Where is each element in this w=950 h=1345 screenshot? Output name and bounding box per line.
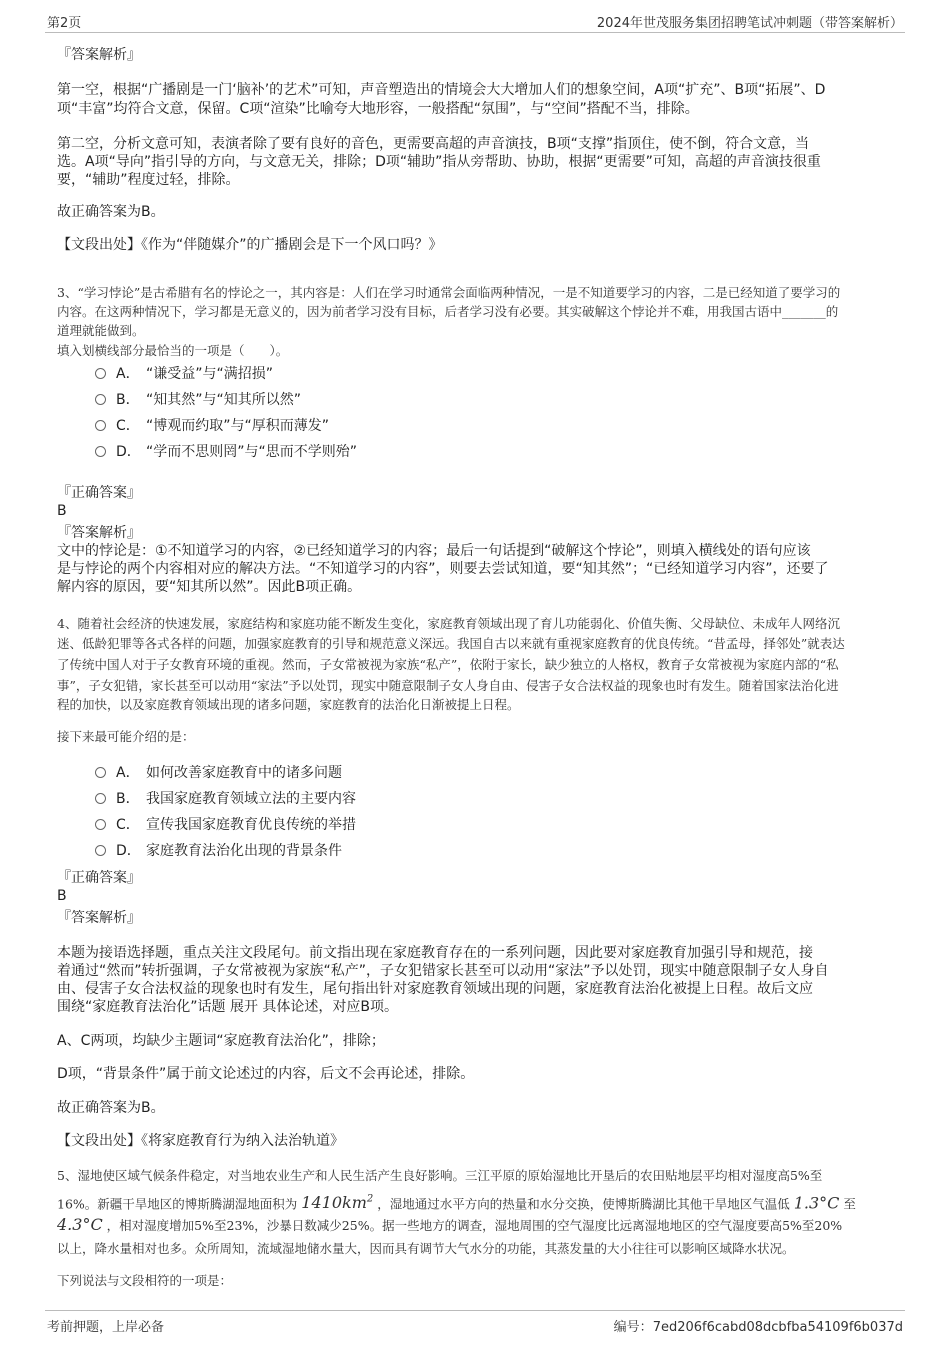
radio-icon[interactable] — [95, 446, 106, 457]
page-number: 第2页 — [47, 16, 82, 31]
option-text: “博观而约取”与“厚积而薄发” — [146, 418, 330, 434]
option-text: “学而不思则罔”与“思而不学则殆” — [146, 444, 358, 460]
option-key: B． — [116, 791, 140, 807]
document-id-label: 编号： — [613, 1320, 653, 1335]
option-text: 宣传我国家庭教育优良传统的举措 — [146, 817, 356, 833]
area-exponent: 2 — [366, 1194, 374, 1205]
option-a[interactable] — [95, 763, 342, 783]
analysis-label: 『答案解析』 — [57, 525, 141, 541]
analysis-text: 解内容的原因，要“知其所以然”。因此B项正确。 — [57, 579, 362, 595]
answer-value: B — [57, 888, 67, 904]
analysis-text: 本题为接语选择题，重点关注文段尾句。前文指出现在家庭教育存在的一系列问题，因此要对家庭教育加强引导和规范，接 — [57, 945, 813, 961]
question-text: 迷、低龄犯罪等各式各样的问题，加强家庭教育的引导和规范意义深远。我国自古以来就有重视家庭教育的优良传统。“昔孟母，择邻处”就表达 — [57, 636, 845, 651]
option-d[interactable] — [95, 442, 357, 462]
area-value: 1410km — [301, 1193, 367, 1213]
analysis-text: 要，“辅助”程度过轻，排除。 — [57, 172, 240, 188]
radio-icon[interactable] — [95, 420, 106, 431]
option-text: 我国家庭教育领域立法的主要内容 — [146, 791, 356, 807]
area-formula — [301, 1193, 373, 1212]
header-divider — [45, 32, 905, 33]
question-text: 事”，子女犯错，家长甚至可以动用“家法”予以处罚，现实中随意限制子女人身自由、侵害子女合法权益的现象也时有发生。随着国家法治化进 — [57, 678, 839, 693]
radio-icon[interactable] — [95, 819, 106, 830]
question-text: 3、“学习悖论”是古希腊有名的悖论之一，其内容是：人们在学习时通常会面临两种情况，一是不知道要学习的内容，二是已经知道了要学习的 — [57, 285, 841, 300]
analysis-text: A、C两项，均缺少主题词“家庭教育法治化”，排除； — [57, 1033, 385, 1049]
question-text: 5、湿地使区域气候条件稳定，对当地农业生产和人民生活产生良好影响。三江平原的原始湿地比开垦后的农田贴地层平均相对湿度高5%至 — [57, 1168, 823, 1183]
option-text: 家庭教育法治化出现的背景条件 — [146, 843, 342, 859]
question-text-with-math — [57, 1215, 897, 1236]
question-text: 内容。在这两种情况下，学习都是无意义的，因为前者学习没有目标，后者学习没有必要。其实破解这个悖论并不难，用我国古语中_______的 — [57, 304, 839, 319]
document-title: 2024年世茂服务集团招聘笔试冲刺题（带答案解析） — [596, 16, 903, 31]
option-text: 如何改善家庭教育中的诸多问题 — [146, 765, 342, 781]
analysis-label: 『答案解析』 — [57, 910, 141, 926]
text-segment: 16%。新疆干旱地区的博斯腾湖湿地面积为 — [57, 1196, 298, 1212]
analysis-text: 文中的悖论是：①不知道学习的内容，②已经知道学习的内容；最后一句话提到“破解这个悖论”，则填入横线处的语句应该 — [57, 543, 811, 559]
text-segment: ，相对湿度增加5%至23%，沙暴日数减少25%。据一些地方的调查，湿地周围的空气湿度比远离湿地地区的空气湿度要高5%至20% — [106, 1218, 843, 1233]
question-prompt: 接下来最可能介绍的是： — [57, 729, 195, 744]
footer-divider — [45, 1310, 905, 1311]
answer-value: B — [57, 503, 67, 519]
option-d[interactable] — [95, 841, 342, 861]
question-text: 以上，降水量相对也多。众所周知，流域湿地储水量大，因而具有调节大气水分的功能，其蒸发量的大小往往可以影响区域降水状况。 — [57, 1241, 795, 1256]
option-key: D． — [116, 444, 141, 460]
option-b[interactable] — [95, 789, 356, 809]
option-text: “知其然”与“知其所以然” — [146, 392, 302, 408]
option-b[interactable] — [95, 390, 301, 410]
answer-label: 『正确答案』 — [57, 485, 141, 501]
option-c[interactable] — [95, 815, 356, 835]
question-text: 了传统中国人对于子女教育环境的重视。然而，子女常被视为家族“私产”，依附于家长，缺少独立的人格权，教育子女常被视为家庭内部的“私 — [57, 657, 839, 672]
temperature-high: 4.3°C — [57, 1215, 103, 1234]
document-id-code: 7ed206f6cabd08dcbfba54109f6b037d — [652, 1320, 903, 1335]
question-text-with-math — [57, 1190, 897, 1214]
radio-icon[interactable] — [95, 793, 106, 804]
radio-icon[interactable] — [95, 845, 106, 856]
conclusion: 故正确答案为B。 — [57, 204, 165, 220]
analysis-text: 着通过“然而”转折强调，子女常被视为家族“私产”，子女犯错家长甚至可以动用“家法”予以处罚，现实中随意限制子女人身自 — [57, 963, 829, 979]
option-c[interactable] — [95, 416, 329, 436]
option-key: D． — [116, 843, 141, 859]
analysis-text: 选。A项“导向”指引导的方向，与文意无关，排除；D项“辅助”指从旁帮助、协助，根据“更需要”可知，高超的声音演技很重 — [57, 154, 821, 170]
source-citation: 【文段出处】《将家庭教育行为纳入法治轨道》 — [57, 1133, 344, 1149]
analysis-text: D项，“背景条件”属于前文论述过的内容，后文不会再论述，排除。 — [57, 1066, 475, 1082]
footer-slogan: 考前押题，上岸必备 — [47, 1320, 165, 1335]
conclusion: 故正确答案为B。 — [57, 1100, 165, 1116]
option-a[interactable] — [95, 364, 273, 384]
analysis-label: 『答案解析』 — [57, 47, 141, 63]
question-prompt: 下列说法与文段相符的一项是： — [57, 1273, 233, 1288]
question-text: 道理就能做到。 — [57, 323, 145, 338]
source-citation: 【文段出处】《作为“伴随媒介”的广播剧会是下一个风口吗？》 — [57, 237, 443, 253]
radio-icon[interactable] — [95, 368, 106, 379]
document-id — [614, 1316, 903, 1335]
analysis-text: 是与悖论的两个内容相对应的解决方法。“不知道学习的内容”，则要去尝试知道，要“知其然”；“已经知道学习内容”，还要了 — [57, 561, 829, 577]
analysis-text: 第二空，分析文意可知，表演者除了要有良好的音色，更需要高超的声音演技，B项“支撑”指顶住，使不倒，符合文意，当 — [57, 136, 810, 152]
analysis-text: 项“丰富”均符合文意，保留。C项“渲染”比喻夸大地形容，一般搭配“氛围”，与“空间”搭配不当，排除。 — [57, 101, 699, 117]
radio-icon[interactable] — [95, 767, 106, 778]
analysis-text: 由、侵害子女合法权益的现象也时有发生，尾句指出针对家庭教育领域出现的问题，家庭教育法治化被提上日程。故后文应 — [57, 981, 813, 997]
option-text: “谦受益”与“满招损” — [146, 366, 274, 382]
question-text: 4、随着社会经济的快速发展，家庭结构和家庭功能不断发生变化，家庭教育领域出现了育儿功能弱化、价值失衡、父母缺位、未成年人网络沉 — [57, 616, 840, 631]
analysis-text: 第一空，根据“广播剧是一门‘脑补’的艺术”可知，声音塑造出的情境会大大增加人们的想象空间，A项“扩充”、B项“拓展”、D — [57, 82, 826, 98]
option-key: B． — [116, 392, 140, 408]
option-key: A． — [116, 765, 140, 781]
radio-icon[interactable] — [95, 394, 106, 405]
text-segment: 至 — [843, 1196, 856, 1212]
option-key: C． — [116, 418, 140, 434]
option-key: A． — [116, 366, 140, 382]
text-segment: ，湿地通过水平方向的热量和水分交换，使博斯腾湖比其他干旱地区气温低 — [377, 1196, 790, 1212]
question-prompt: 填入划横线部分最恰当的一项是（ ）。 — [57, 343, 289, 358]
analysis-text: 围绕“家庭教育法治化”话题 展开 具体论述，对应B项。 — [57, 999, 399, 1015]
option-key: C． — [116, 817, 140, 833]
question-text: 程的加快，以及家庭教育领域出现的诸多问题，家庭教育的法治化日渐被提上日程。 — [57, 697, 520, 712]
temperature-low: 1.3°C — [793, 1193, 840, 1213]
answer-label: 『正确答案』 — [57, 870, 141, 886]
